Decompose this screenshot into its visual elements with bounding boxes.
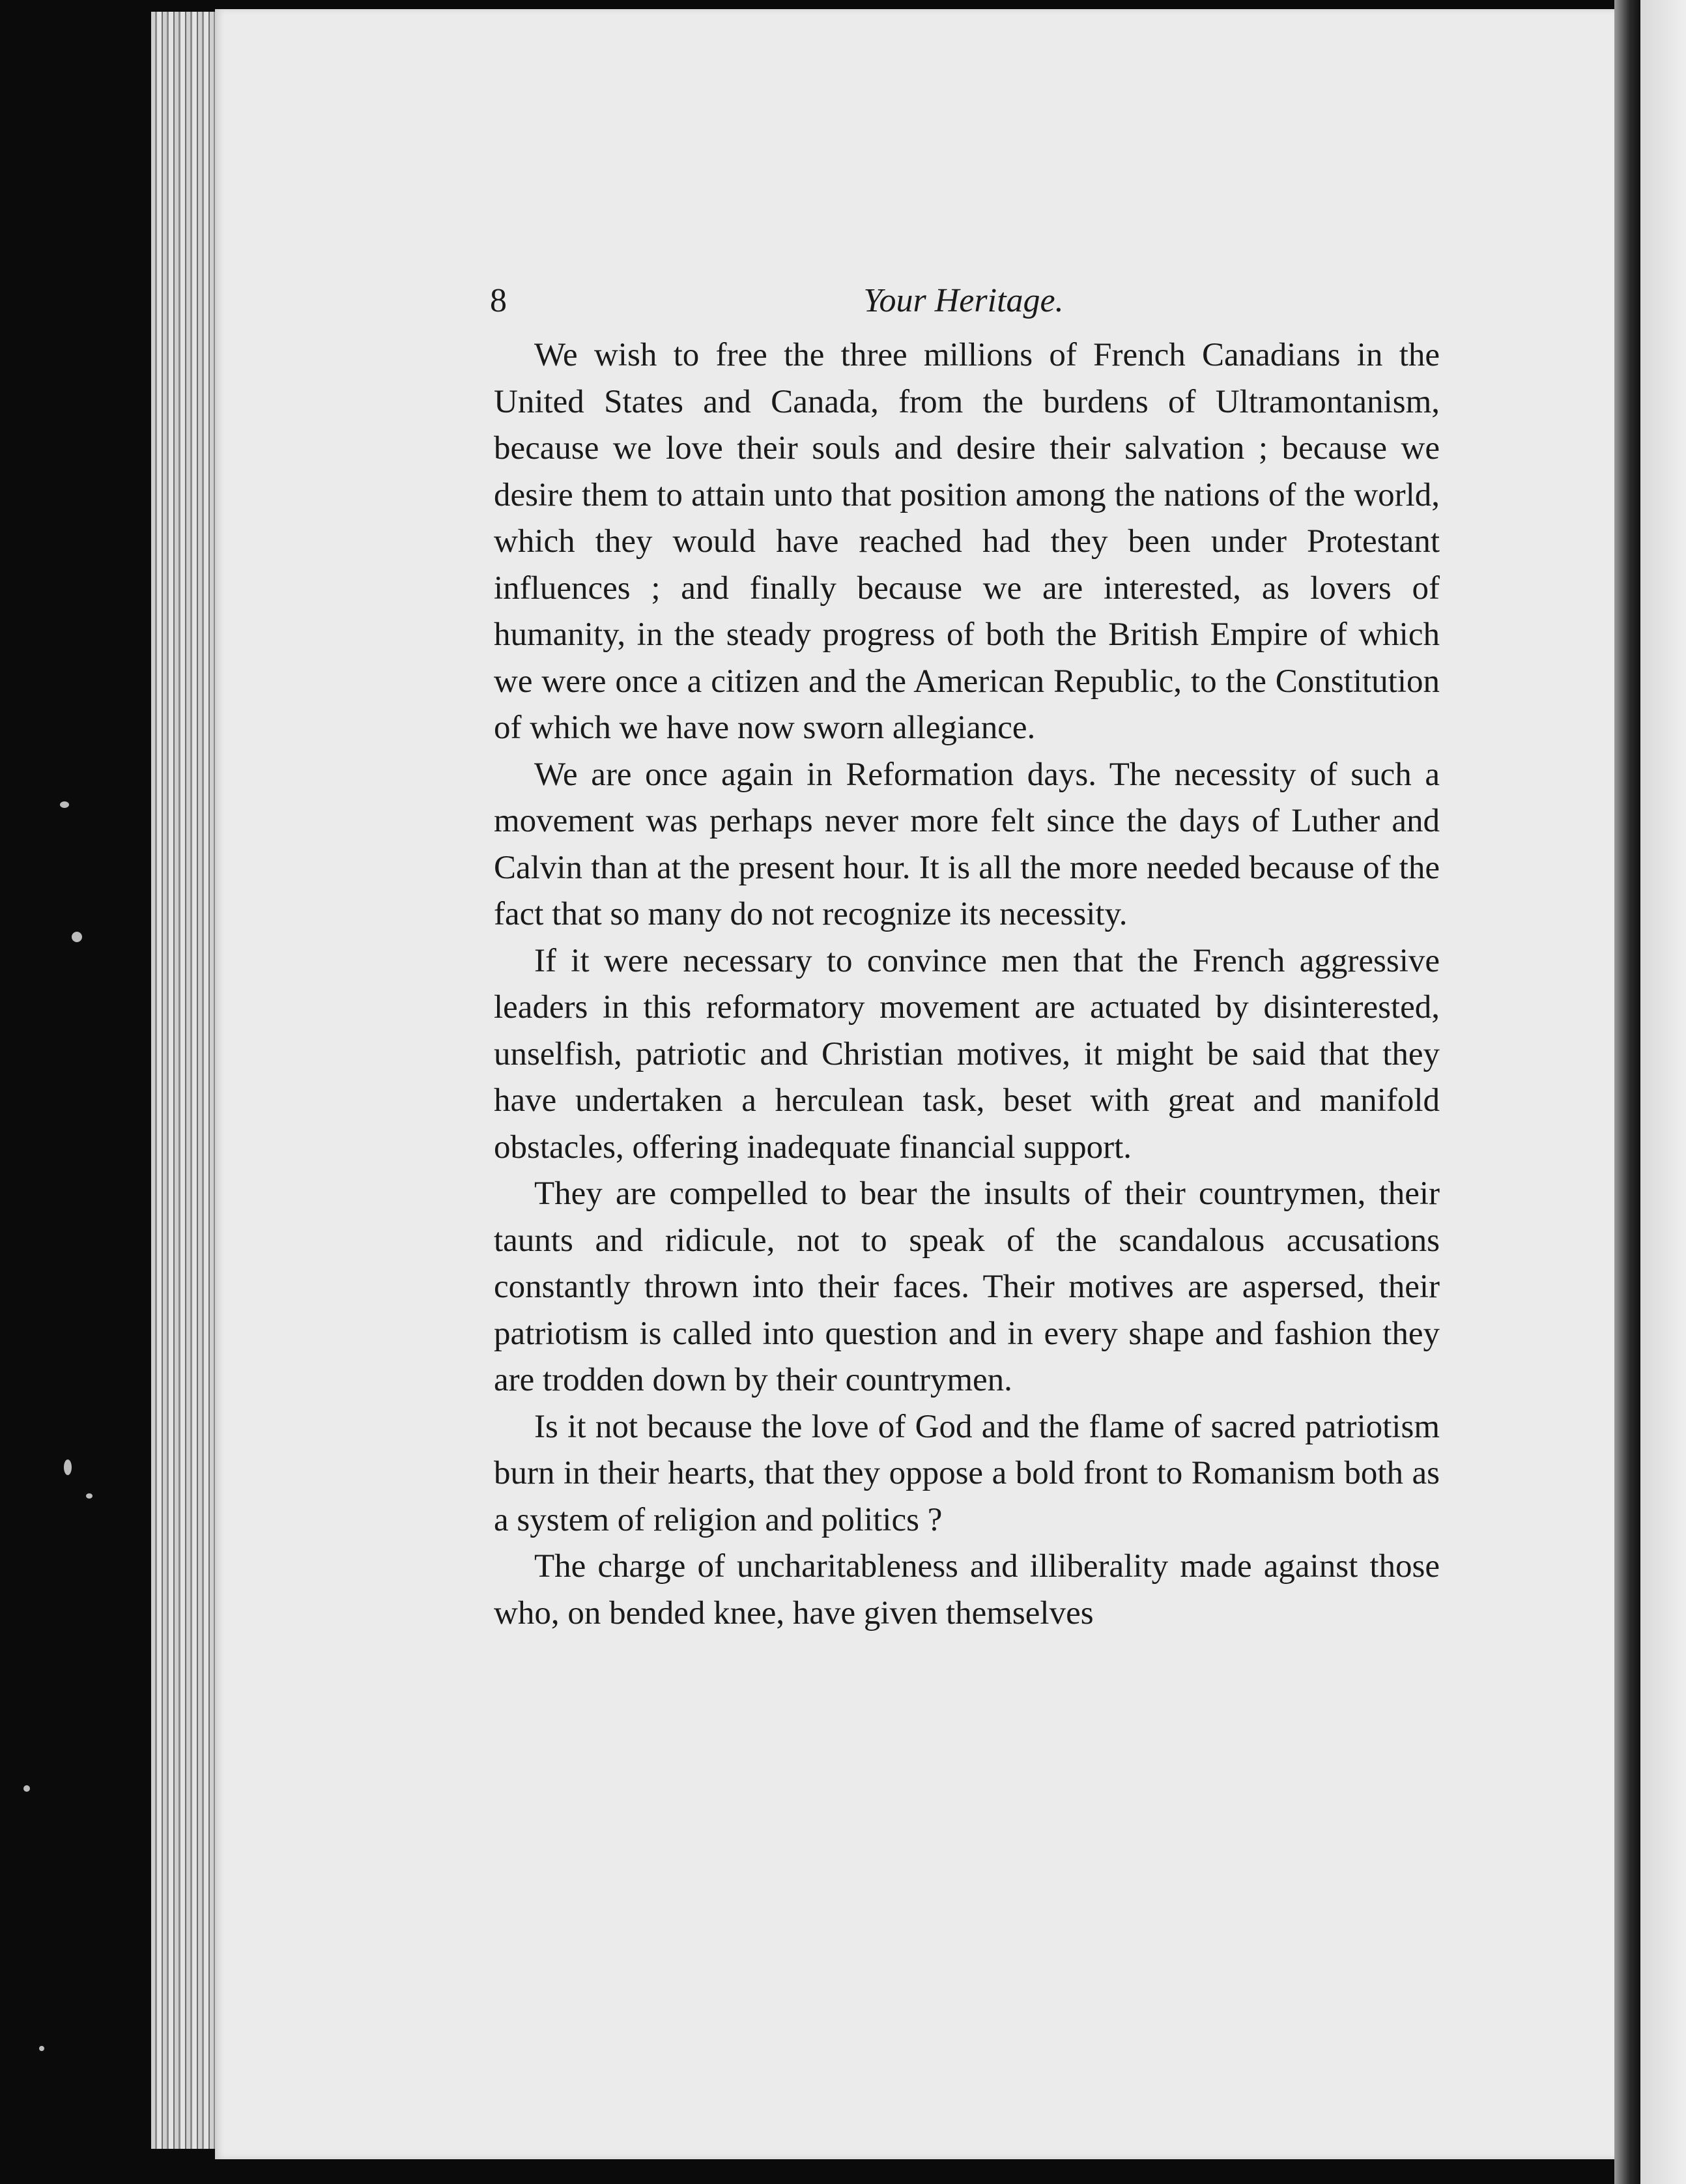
facing-page-edge: [1640, 0, 1686, 2184]
page-edges: [151, 12, 223, 2149]
paragraph: We are once again in Reformation days. The necessity of such a movement was perhaps never more felt since the days of Luther and Calvin than at the present hour. It is all the more needed because of the fact that so many do not recognize its necessity.: [494, 756, 1440, 932]
paragraph: If it were necessary to convince men that the French aggressive leaders in this reformatory movement are actuated by disinterested, unselfish, patriotic and Christian motives, it might be said that they have undertaken a herculean task, beset with great and manifold obstacles, offering inadequate financial support.: [494, 942, 1440, 1166]
gutter-shadow: [1614, 0, 1640, 2184]
running-title: Your Heritage.: [863, 282, 1064, 319]
paragraph: Is it not because the love of God and the flame of sacred patriotism burn in their hearts, that they oppose a bold front to Romanism both as a system of religion and politics ?: [494, 1408, 1440, 1538]
paragraph: The charge of uncharitableness and illiberality made against those who, on bended knee, have given themselves: [494, 1548, 1440, 1631]
body-text: [494, 332, 1440, 1637]
paragraph: They are compelled to bear the insults of their countrymen, their taunts and ridicule, not to speak of the scandalous accusations constantly thrown into their faces. Their motives are aspersed, their patriotism is called into question and in every shape and fashion they are trodden down by their countrymen.: [494, 1175, 1440, 1398]
paragraph: We wish to free the three millions of French Canadians in the United States and Canada, from the burdens of Ultramontanism, because we love their souls and desire their salvation ; because we desire them to attain unto that position among the nations of the world, which they would have reached had they been under Protestant influences ; and finally because we are interested, as lovers of humanity, in the steady progress of both the British Empire of which we were once a citizen and the American Republic, to the Constitution of which we have now sworn allegiance.: [494, 337, 1440, 746]
page-header: [490, 281, 1437, 323]
page-number: 8: [490, 282, 507, 319]
